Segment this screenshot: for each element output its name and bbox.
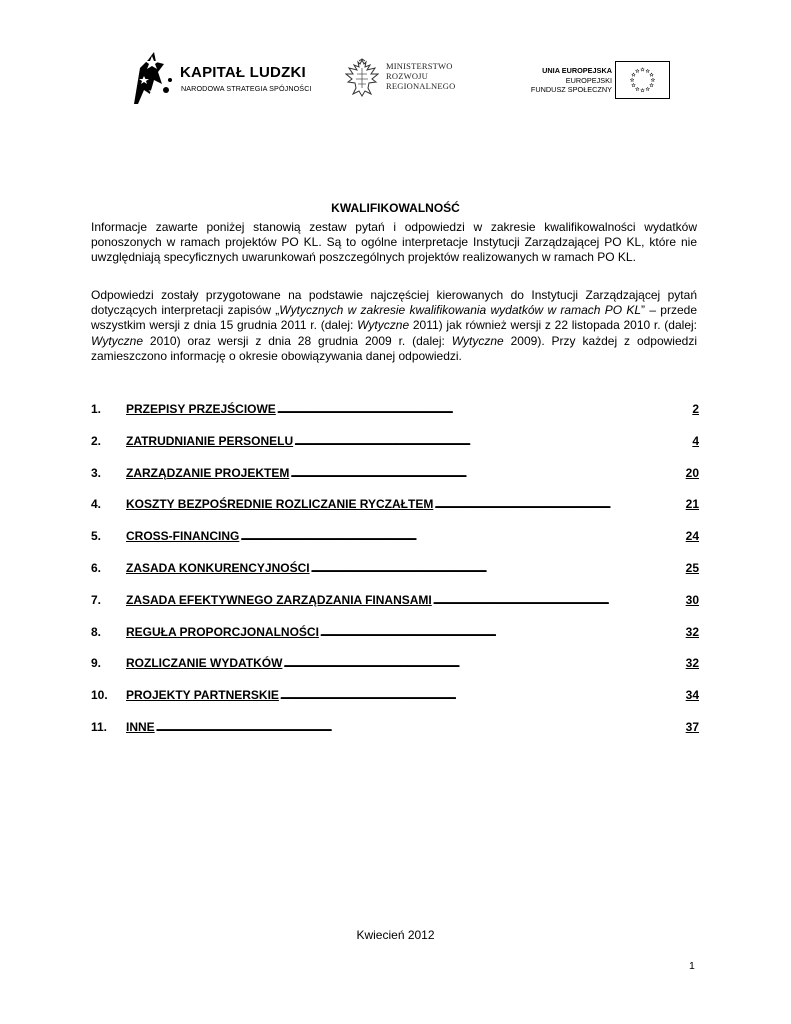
eu-star-icon — [630, 78, 634, 81]
toc-entry[interactable] — [91, 688, 699, 720]
toc-entry[interactable] — [91, 561, 699, 593]
toc-page-number[interactable]: 21 — [685, 497, 699, 512]
toc-leader-dots — [277, 402, 692, 416]
eu-flag-icon — [615, 61, 670, 99]
toc-number: 7. — [91, 592, 102, 607]
toc-label[interactable]: ZATRUDNIANIE PERSONELU — [126, 433, 294, 448]
eu-star-icon — [632, 83, 636, 86]
document-title: KWALIFIKOWALNOŚĆ — [331, 201, 460, 215]
toc-entry[interactable] — [91, 497, 699, 529]
eu-star-icon — [650, 83, 654, 86]
toc-number: 3. — [91, 465, 102, 480]
toc-leader-dots — [240, 529, 684, 543]
kapital-ludzki-logo — [130, 50, 310, 106]
toc-label[interactable]: ROZLICZANIE WYDATKÓW — [126, 656, 283, 671]
ministerstwo-line2: ROZWOJU — [386, 71, 429, 81]
kapital-ludzki-title: KAPITAŁ LUDZKI — [180, 64, 306, 81]
eu-star-icon — [641, 68, 645, 71]
eu-line3: FUNDUSZ SPOŁECZNY — [530, 85, 612, 94]
page-number: 1 — [689, 960, 695, 972]
eu-star-icon — [632, 73, 636, 76]
toc-label[interactable]: PRZEPISY PRZEJŚCIOWE — [126, 402, 276, 416]
eu-line2: EUROPEJSKI — [565, 75, 612, 85]
sources-text-4: 2010) oraz wersji z dnia 28 grudnia 2009 r. (dalej: — [143, 333, 452, 348]
toc-entry[interactable] — [91, 466, 699, 498]
toc-number: 5. — [91, 529, 102, 544]
toc-leader-dots — [294, 434, 691, 448]
eu-star-icon — [646, 69, 650, 72]
toc-page-number[interactable]: 37 — [685, 719, 699, 734]
sources-text-2: ” – przede wszystkim wersji z dnia 15 grudnia 2011 r. (dalej: — [91, 303, 697, 333]
toc-page-number[interactable]: 34 — [685, 688, 699, 703]
sources-italic-3: Wytyczne — [91, 333, 144, 348]
toc-entry[interactable] — [91, 656, 699, 688]
toc-label[interactable]: ZASADA KONKURENCYJNOŚCI — [126, 560, 310, 575]
kapital-ludzki-emblem-icon — [130, 50, 174, 106]
kapital-ludzki-subtitle: NARODOWA STRATEGIA SPÓJNOŚCI — [181, 84, 312, 93]
toc-number: 2. — [91, 433, 102, 448]
toc-number: 10. — [91, 688, 108, 703]
toc-page-number[interactable]: 30 — [685, 592, 699, 607]
ministerstwo-name — [386, 61, 455, 91]
toc-number: 4. — [91, 497, 102, 512]
toc-number: 9. — [91, 656, 102, 671]
toc-leader-dots — [283, 656, 684, 670]
toc-leader-dots — [290, 466, 684, 480]
toc-entry[interactable] — [91, 593, 699, 625]
ministerstwo-line3: REGIONALNEGO — [386, 81, 456, 91]
sources-paragraph — [91, 288, 697, 364]
toc-label[interactable]: CROSS-FINANCING — [126, 529, 240, 544]
toc-number: 8. — [91, 624, 102, 639]
toc-page-number[interactable]: 32 — [685, 656, 699, 671]
document-date: Kwiecień 2012 — [356, 928, 435, 942]
sources-text-1: Odpowiedzi zostały przygotowane na podstawie najczęściej kierowanych do Instytucji Zarządzającej pytań dotyczących interpretacji zapisów „ — [91, 288, 697, 318]
toc-leader-dots — [434, 497, 684, 511]
toc-label[interactable]: INNE — [126, 719, 155, 734]
toc-label[interactable]: PROJEKTY PARTNERSKIE — [126, 688, 279, 703]
toc-page-number[interactable]: 2 — [692, 402, 699, 416]
eu-star-icon — [641, 89, 645, 92]
toc-label[interactable]: ZARZĄDZANIE PROJEKTEM — [126, 465, 290, 480]
toc-page-number[interactable]: 4 — [692, 433, 699, 448]
sources-italic-1: Wytycznych w zakresie kwalifikowania wydatków w ramach PO KL — [279, 303, 642, 318]
toc-number: 6. — [91, 560, 102, 575]
eu-line1: UNIA EUROPEJSKA — [542, 66, 612, 75]
toc-label[interactable]: REGUŁA PROPORCJONALNOŚCI — [126, 624, 319, 639]
toc-leader-dots — [311, 561, 685, 575]
sources-italic-4: Wytyczne — [451, 333, 504, 348]
eu-logo — [512, 61, 660, 101]
eu-text — [512, 66, 612, 95]
toc-entry[interactable] — [91, 434, 699, 466]
eu-star-icon — [651, 78, 655, 81]
sources-italic-2: Wytyczne — [357, 318, 410, 333]
toc-page-number[interactable]: 24 — [685, 529, 699, 544]
toc-leader-dots — [280, 688, 685, 702]
toc-leader-dots — [156, 720, 685, 734]
toc-label[interactable]: ZASADA EFEKTYWNEGO ZARZĄDZANIA FINANSAMI — [126, 592, 432, 607]
toc-entry[interactable] — [91, 529, 699, 561]
eu-star-icon — [646, 87, 650, 90]
eu-star-icon — [650, 73, 654, 76]
toc-number: 1. — [91, 402, 102, 416]
eu-star-icon — [635, 87, 639, 90]
toc-number: 11. — [91, 719, 108, 734]
table-of-contents — [91, 402, 699, 752]
sources-text-3: 2011) jak również wersji z 22 listopada 2010 r. (dalej: — [409, 318, 697, 333]
toc-leader-dots — [320, 625, 685, 639]
ministerstwo-line1: MINISTERSTWO — [386, 61, 453, 71]
toc-leader-dots — [433, 593, 685, 607]
toc-page-number[interactable]: 20 — [685, 465, 699, 480]
polish-eagle-icon — [345, 58, 379, 98]
toc-page-number[interactable]: 32 — [685, 624, 699, 639]
toc-page-number[interactable]: 25 — [685, 560, 699, 575]
toc-entry[interactable] — [91, 402, 699, 434]
toc-entry[interactable] — [91, 625, 699, 657]
toc-entry[interactable] — [91, 720, 699, 752]
intro-paragraph: Informacje zawarte poniżej stanowią zestaw pytań i odpowiedzi w zakresie kwalifikowalności wydatków ponoszonych w ramach projektów PO KL. Są to ogólne interpretacje Instytucji Zarządzającej PO KL, które nie uwzględniają specyficznych uwarunkowań poszczególnych projektów realizowanych w ramach PO KL. — [91, 220, 697, 265]
sources-text-5: 2009). Przy każdej z odpowiedzi zamieszczono informację o okresie obowiązywania danej odpowiedzi. — [91, 333, 697, 363]
eu-star-icon — [635, 69, 639, 72]
toc-label[interactable]: KOSZTY BEZPOŚREDNIE ROZLICZANIE RYCZAŁTEM — [126, 497, 434, 512]
ministerstwo-logo — [345, 58, 465, 102]
